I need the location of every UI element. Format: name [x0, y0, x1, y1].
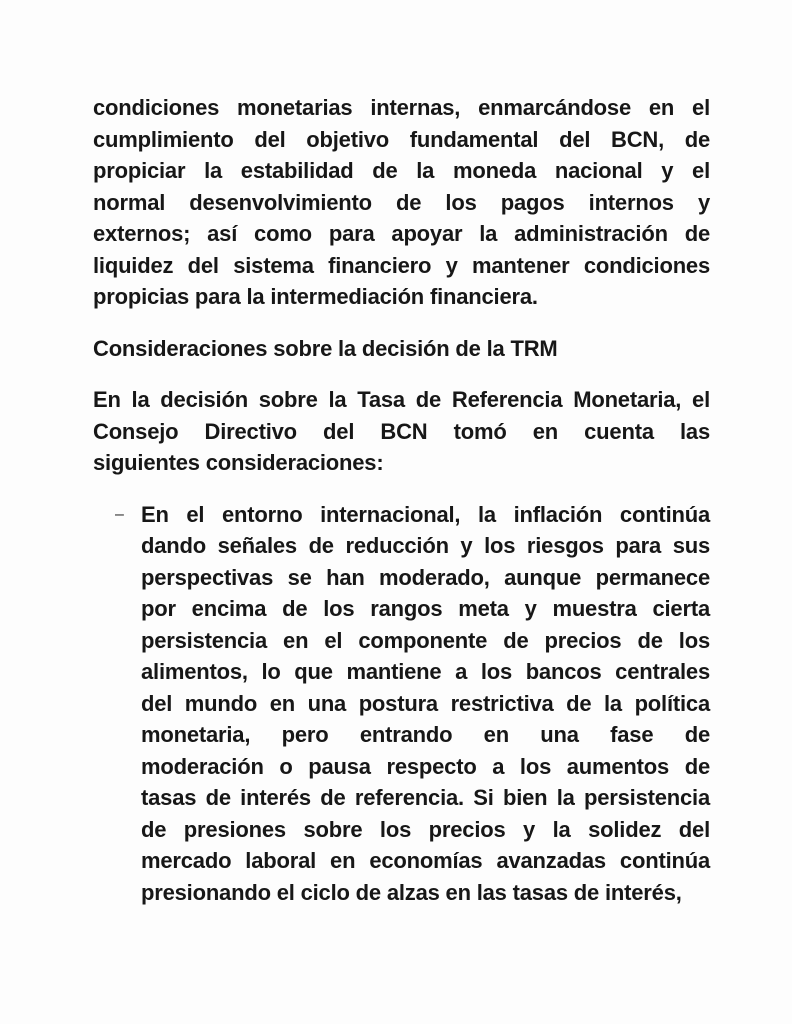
paragraph-line: mercado laboral en economías avanzadas continúa	[141, 848, 710, 873]
paragraph-line: cumplimiento del objetivo fundamental del BCN, de	[93, 126, 710, 152]
text-column	[93, 92, 710, 928]
bullet-text	[141, 499, 710, 909]
bullet-item	[93, 499, 710, 909]
paragraph-line: normal desenvolvimiento de los pagos internos y	[93, 189, 710, 215]
paragraph-line: dando señales de reducción y los riesgos para sus	[141, 533, 710, 558]
paragraph-line: siguientes consideraciones:	[93, 450, 384, 475]
body-paragraph-2	[93, 384, 710, 479]
section-heading-text: Consideraciones sobre la decisión de la TRM	[93, 335, 558, 361]
paragraph-line: alimentos, lo que mantiene a los bancos centrales	[141, 659, 710, 684]
paragraph-line: En el entorno internacional, la inflación continúa	[141, 501, 710, 527]
paragraph-line: condiciones monetarias internas, enmarcándose en el	[93, 95, 710, 120]
paragraph-line: En la decisión sobre la Tasa de Referencia Monetaria, el	[93, 387, 710, 412]
paragraph-line: tasas de interés de referencia. Si bien la persistencia	[141, 785, 710, 810]
bullet-dash-marker: –	[115, 505, 124, 523]
paragraph-line: monetaria, pero entrando en una fase de	[141, 722, 710, 747]
paragraph-line: de presiones sobre los precios y la solidez del	[141, 816, 710, 842]
paragraph-line: liquidez del sistema financiero y mantener condiciones	[93, 252, 710, 278]
paragraph-line: externos; así como para apoyar la administración de	[93, 221, 710, 246]
paragraph-line: moderación o pausa respecto a los aumentos de	[141, 753, 710, 779]
paragraph-line: por encima de los rangos meta y muestra cierta	[141, 596, 710, 621]
section-heading	[93, 333, 710, 365]
paragraph-line: perspectivas se han moderado, aunque permanece	[141, 564, 710, 590]
paragraph-line: del mundo en una postura restrictiva de la política	[141, 690, 710, 716]
paragraph-line: propiciar la estabilidad de la moneda nacional y el	[93, 158, 710, 183]
paragraph-line: Consejo Directivo del BCN tomó en cuenta las	[93, 418, 710, 444]
paragraph-line: persistencia en el componente de precios de los	[141, 627, 710, 653]
paragraph-line: propicias para la intermediación financiera.	[93, 284, 538, 309]
body-paragraph-1	[93, 92, 710, 313]
paragraph-line: presionando el ciclo de alzas en las tasas de interés,	[141, 879, 682, 905]
